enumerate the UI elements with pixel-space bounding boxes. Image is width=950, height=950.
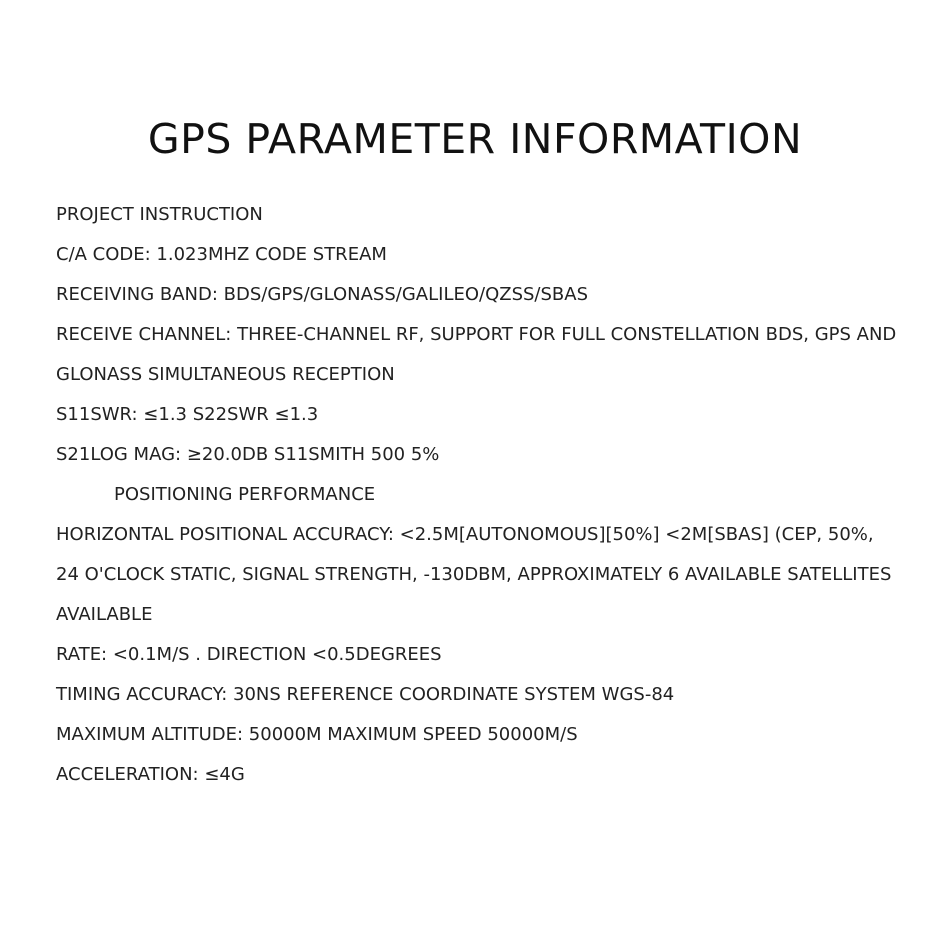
spec-line-timing-accuracy: TIMING ACCURACY: 30NS REFERENCE COORDINATE SYSTEM WGS-84 bbox=[56, 684, 675, 705]
spec-line-available: AVAILABLE bbox=[56, 604, 153, 625]
section-heading-positioning: POSITIONING PERFORMANCE bbox=[114, 484, 376, 505]
spec-line-receive-channel-cont: GLONASS SIMULTANEOUS RECEPTION bbox=[56, 364, 395, 385]
spec-line-horizontal-accuracy-cont: 24 O'CLOCK STATIC, SIGNAL STRENGTH, -130DBM, APPROXIMATELY 6 AVAILABLE SATELLITES bbox=[56, 564, 892, 585]
spec-line-s21log-mag: S21LOG MAG: ≥20.0DB S11SMITH 500 5% bbox=[56, 444, 440, 465]
spec-line-s11swr: S11SWR: ≤1.3 S22SWR ≤1.3 bbox=[56, 404, 319, 425]
page-title: GPS PARAMETER INFORMATION bbox=[147, 115, 803, 164]
spec-line-receive-channel: RECEIVE CHANNEL: THREE-CHANNEL RF, SUPPORT FOR FULL CONSTELLATION BDS, GPS AND bbox=[56, 324, 897, 345]
spec-line-ca-code: C/A CODE: 1.023MHZ CODE STREAM bbox=[56, 244, 387, 265]
spec-line-project-instruction: PROJECT INSTRUCTION bbox=[56, 204, 263, 225]
spec-list bbox=[56, 195, 936, 795]
spec-line-maximum-altitude: MAXIMUM ALTITUDE: 50000M MAXIMUM SPEED 50000M/S bbox=[56, 724, 578, 745]
spec-line-receiving-band: RECEIVING BAND: BDS/GPS/GLONASS/GALILEO/QZSS/SBAS bbox=[56, 284, 589, 305]
spec-line-acceleration: ACCELERATION: ≤4G bbox=[56, 764, 245, 785]
spec-line-rate: RATE: <0.1M/S . DIRECTION <0.5DEGREES bbox=[56, 644, 442, 665]
spec-line-horizontal-accuracy: HORIZONTAL POSITIONAL ACCURACY: <2.5M[AUTONOMOUS][50%] <2M[SBAS] (CEP, 50%, bbox=[56, 524, 874, 545]
